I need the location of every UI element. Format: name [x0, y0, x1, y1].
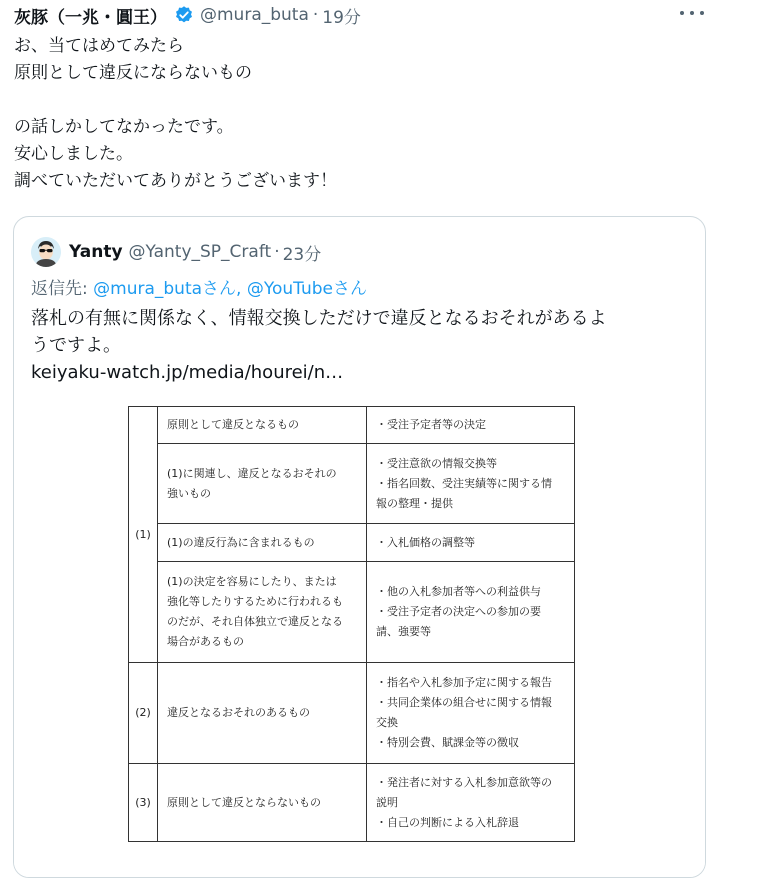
reply-to-line	[31, 274, 367, 299]
quoted-text-line: うですよ。	[31, 335, 121, 356]
quoted-tweet-card[interactable]	[13, 216, 706, 878]
quoted-tweet-timestamp[interactable]: 23分	[282, 244, 322, 265]
tweet-header	[14, 3, 361, 27]
tweet-text-line: 調べていただいてありがとうございます！	[14, 171, 337, 191]
tweet-text	[14, 33, 337, 195]
tweet-text-line	[14, 87, 337, 114]
items-cell: ・受注意欲の情報交換等 ・指名回数、受注実績等に関する情 報の整理・提供	[367, 444, 575, 524]
verified-badge-icon	[174, 5, 194, 25]
rules-table	[128, 406, 575, 842]
tweet-text-line: 原則として違反にならないもの	[14, 63, 252, 83]
group-label: (3)	[129, 764, 158, 842]
items-cell: ・指名や入札参加予定に関する報告 ・共同企業体の組合せに関する情報 交換 ・特別会費、賦課金等の徴収	[367, 663, 575, 764]
items-cell: ・発注者に対する入札参加意欲等の 説明 ・自己の判断による入札辞退	[367, 764, 575, 842]
avatar[interactable]	[31, 237, 61, 267]
quoted-author-handle[interactable]: @Yanty_SP_Craft	[128, 242, 272, 262]
separator-dot: ·	[312, 5, 319, 25]
tweet-text-line: の話しかしてなかったです。	[14, 117, 234, 137]
group-label: (2)	[129, 663, 158, 764]
category-cell: (1)に関連し、違反となるおそれの 強いもの	[158, 444, 367, 524]
separator-dot: ·	[274, 242, 280, 262]
category-cell: 原則として違反となるもの	[158, 407, 367, 444]
tweet-timestamp[interactable]: 19分	[322, 7, 361, 28]
reply-to-mentions[interactable]: @mura_butaさん, @YouTubeさん	[93, 279, 367, 299]
group-label: (1)	[129, 407, 158, 663]
items-cell: ・入札価格の調整等	[367, 524, 575, 562]
items-cell: ・他の入札参加者等への利益供与 ・受注予定者の決定への参加の要 請、強要等	[367, 562, 575, 663]
items-cell: ・受注予定者等の決定	[367, 407, 575, 444]
quoted-tweet-media[interactable]	[14, 400, 705, 878]
category-cell: 原則として違反とならないもの	[158, 764, 367, 842]
quoted-author-display-name[interactable]: Yanty	[69, 242, 123, 262]
author-display-name[interactable]: 灰豚（一兆・圓王）	[14, 7, 167, 28]
category-cell: (1)の違反行為に含まれるもの	[158, 524, 367, 562]
quoted-tweet-text	[31, 305, 691, 386]
reply-to-prefix: 返信先:	[31, 279, 94, 299]
author-handle[interactable]: @mura_buta	[200, 5, 309, 25]
quoted-text-line: 落札の有無に関係なく、情報交換しただけで違反となるおそれがあるよ	[31, 308, 607, 329]
tweet-text-line: お、当てはめてみたら	[14, 36, 184, 56]
category-cell: 違反となるおそれのあるもの	[158, 663, 367, 764]
avatar-image	[31, 237, 61, 267]
tweet-text-line: 安心しました。	[14, 144, 133, 164]
quoted-tweet-link[interactable]: keiyaku-watch.jp/media/hourei/n…	[31, 362, 344, 383]
more-options-icon[interactable]	[680, 6, 704, 20]
quoted-tweet-header	[31, 237, 321, 267]
category-cell: (1)の決定を容易にしたり、または 強化等したりするために行われるも のだが、それ自体独立で違反となる 場合があるもの	[158, 562, 367, 663]
